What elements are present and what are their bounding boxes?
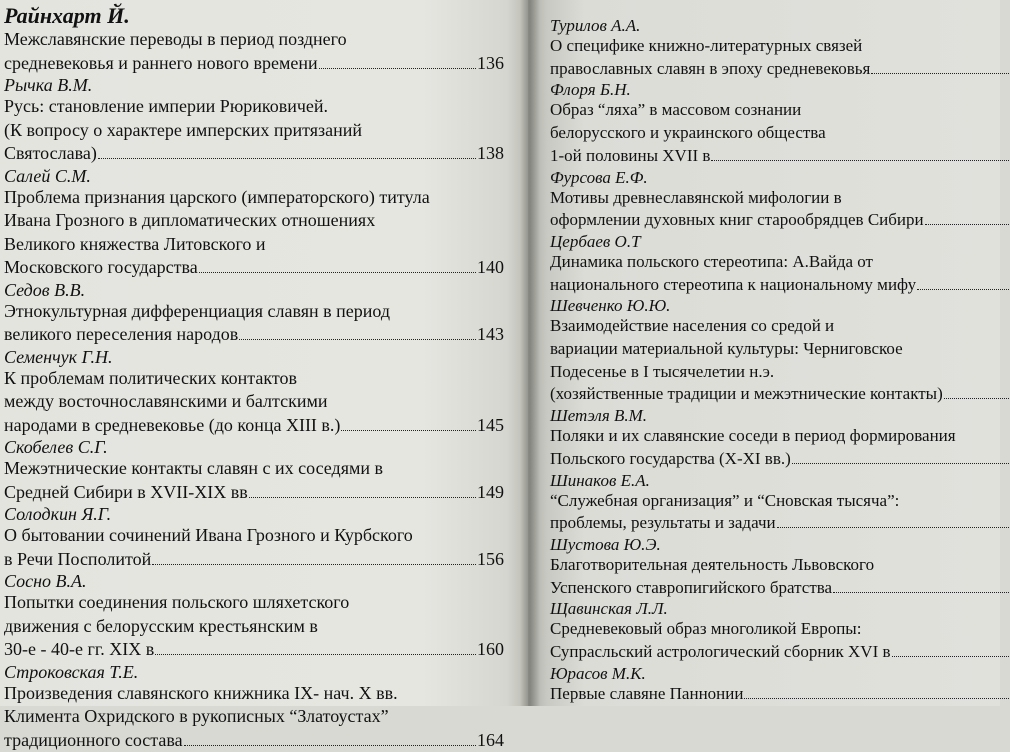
toc-entry-title-line xyxy=(550,425,1010,448)
toc-entry-title-line xyxy=(4,414,504,438)
toc-entry-title-line xyxy=(550,99,1010,122)
toc-entry-author: Щавинская Л.Л. xyxy=(550,599,1010,618)
toc-entry-title-line xyxy=(4,682,504,706)
toc-entry-title-text: Благотворительная деятельность Львовского xyxy=(550,554,874,577)
toc-entry-title-text: Произведения славянского книжника IX- нач. X вв. xyxy=(4,682,398,706)
toc-entry-title-line xyxy=(550,251,1010,274)
toc-entry-author: Фурсова Е.Ф. xyxy=(550,168,1010,187)
toc-entry-author: Флоря Б.Н. xyxy=(550,80,1010,99)
toc-entry-author: Сосно В.А. xyxy=(4,571,504,591)
toc-entry xyxy=(550,16,1010,80)
toc-entry xyxy=(550,406,1010,470)
toc-entry-title-line xyxy=(4,548,504,572)
right-toc-list xyxy=(550,0,1010,705)
toc-entry-author: Скобелев С.Г. xyxy=(4,437,504,457)
toc-entry-author: Шевченко Ю.Ю. xyxy=(550,296,1010,315)
toc-entry xyxy=(550,664,1010,706)
toc-entry-title-line xyxy=(550,683,1010,706)
toc-entry-title-line xyxy=(550,554,1010,577)
toc-entry xyxy=(4,347,504,438)
toc-entry-title-text: Образ “ляха” в массовом сознании xyxy=(550,99,801,122)
toc-leader-dots xyxy=(744,698,1009,699)
toc-entry-title-line xyxy=(4,615,504,639)
toc-entry-title-line xyxy=(550,577,1010,600)
toc-entry-title-text: Великого княжества Литовского и xyxy=(4,233,266,257)
toc-entry-title-text: 30-е - 40-е гг. XIX в xyxy=(4,638,154,662)
toc-entry-title-line xyxy=(4,142,504,166)
toc-entry-title-text: Поляки и их славянские соседи в период формирования xyxy=(550,425,956,448)
toc-entry-title-text: Мотивы древнеславянской мифологии в xyxy=(550,187,842,210)
toc-entry-page-number: 145 xyxy=(477,414,504,438)
toc-leader-dots xyxy=(711,160,1009,161)
toc-entry-title-line xyxy=(550,187,1010,210)
toc-entry xyxy=(4,504,504,571)
toc-entry-title-line xyxy=(4,28,504,52)
toc-entry xyxy=(4,280,504,347)
toc-entry-author: Салей С.М. xyxy=(4,166,504,186)
left-page xyxy=(0,0,528,706)
toc-entry-title-line xyxy=(4,119,504,143)
toc-entry-title-text: “Служебная организация” и “Сновская тысяча”: xyxy=(550,490,899,513)
toc-leader-dots xyxy=(152,564,476,565)
toc-entry-title-line xyxy=(550,448,1010,471)
toc-entry-title-line xyxy=(550,641,1010,664)
toc-entry xyxy=(4,75,504,166)
toc-entry-title-line xyxy=(550,338,1010,361)
toc-entry-title-line xyxy=(550,122,1010,145)
toc-entry xyxy=(4,166,504,280)
toc-leader-dots xyxy=(249,497,476,498)
toc-entry-author: Юрасов М.К. xyxy=(550,664,1010,683)
toc-entry-title-text: О бытовании сочинений Ивана Грозного и Курбского xyxy=(4,524,413,548)
toc-leader-dots xyxy=(199,272,476,273)
toc-entry-title-line xyxy=(550,145,1010,168)
toc-entry-title-line xyxy=(4,209,504,233)
toc-entry-title-text: Святослава) xyxy=(4,142,97,166)
toc-entry-title-text: (хозяйственные традиции и межэтнические контакты) xyxy=(550,383,943,406)
toc-entry-title-text: Польского государства (X-XI вв.) xyxy=(550,448,791,471)
toc-leader-dots xyxy=(871,73,1009,74)
toc-entry-title-text: Русь: становление империи Рюриковичей. xyxy=(4,95,328,119)
toc-entry-title-line xyxy=(550,618,1010,641)
toc-entry xyxy=(550,80,1010,167)
toc-entry-title-text: Климента Охридского в рукописных “Златоустах” xyxy=(4,705,389,729)
toc-entry-title-line xyxy=(4,705,504,729)
toc-entry-title-line xyxy=(4,323,504,347)
toc-leader-dots xyxy=(777,527,1009,528)
toc-entry-title-line xyxy=(4,300,504,324)
toc-entry-title-text: Первые славяне Паннонии xyxy=(550,683,743,706)
toc-entry-title-text: (К вопросу о характере имперских притязаний xyxy=(4,119,362,143)
toc-entry-title-line xyxy=(4,52,504,76)
toc-leader-dots xyxy=(892,656,1009,657)
toc-entry-title-text: Подесенье в I тысячелетии н.э. xyxy=(550,361,774,384)
toc-entry-title-text: Взаимодействие населения со средой и xyxy=(550,315,834,338)
toc-entry-title-line xyxy=(4,729,504,752)
toc-entry-title-line xyxy=(550,274,1010,297)
toc-entry-title-text: белорусского и украинского общества xyxy=(550,122,826,145)
toc-entry-title-line xyxy=(550,383,1010,406)
toc-entry-title-text: Московского государства xyxy=(4,256,198,280)
toc-entry-title-line xyxy=(550,361,1010,384)
toc-leader-dots xyxy=(944,398,1009,399)
right-page xyxy=(528,0,1000,706)
toc-entry-title-line xyxy=(550,209,1010,232)
toc-entry-title-line xyxy=(4,95,504,119)
toc-entry-author: Шетэля В.М. xyxy=(550,406,1010,425)
toc-entry-title-text: вариации материальной культуры: Черниговское xyxy=(550,338,903,361)
toc-entry-title-line xyxy=(4,638,504,662)
toc-entry-author: Цербаев О.Т xyxy=(550,232,1010,251)
toc-entry-title-line xyxy=(550,512,1010,535)
toc-entry xyxy=(4,4,504,75)
toc-entry-title-text: Средней Сибири в XVII-XIX вв xyxy=(4,481,248,505)
toc-leader-dots xyxy=(792,463,1009,464)
toc-entry-author: Шустова Ю.Э. xyxy=(550,535,1010,554)
toc-entry-title-line xyxy=(550,490,1010,513)
toc-entry xyxy=(550,599,1010,663)
toc-leader-dots xyxy=(98,158,476,159)
toc-entry xyxy=(4,571,504,662)
toc-entry-page-number: 143 xyxy=(477,323,504,347)
toc-entry-title-text: в Речи Посполитой xyxy=(4,548,151,572)
toc-entry xyxy=(550,296,1010,406)
toc-leader-dots xyxy=(917,289,1009,290)
toc-entry-title-line xyxy=(550,315,1010,338)
toc-entry xyxy=(4,437,504,504)
toc-entry-title-text: К проблемам политических контактов xyxy=(4,367,297,391)
toc-entry-title-text: О специфике книжно-литературных связей xyxy=(550,35,862,58)
toc-entry xyxy=(4,662,504,752)
toc-entry-title-line xyxy=(550,35,1010,58)
toc-entry xyxy=(550,535,1010,599)
toc-entry-title-text: традиционного состава xyxy=(4,729,183,752)
toc-entry-title-text: Межэтнические контакты славян с их соседями в xyxy=(4,457,383,481)
toc-entry-title-text: средневековья и раннего нового времени xyxy=(4,52,318,76)
toc-entry-title-text: национального стереотипа к национальному мифу xyxy=(550,274,916,297)
toc-entry-title-text: Проблема признания царского (императорского) титула xyxy=(4,186,430,210)
toc-entry-page-number: 138 xyxy=(477,142,504,166)
toc-entry-title-text: Попытки соединения польского шляхетского xyxy=(4,591,349,615)
toc-entry-page-number: 149 xyxy=(477,481,504,505)
toc-entry-title-text: Этнокультурная дифференциация славян в период xyxy=(4,300,390,324)
toc-leader-dots xyxy=(184,745,476,746)
toc-entry-author: Семенчук Г.Н. xyxy=(4,347,504,367)
toc-entry-page-number: 164 xyxy=(477,729,504,752)
toc-entry-title-line xyxy=(4,233,504,257)
toc-entry-title-text: великого переселения народов xyxy=(4,323,238,347)
toc-entry-page-number: 160 xyxy=(477,638,504,662)
toc-entry-title-text: Супрасльский астрологический сборник XVI в xyxy=(550,641,891,664)
toc-leader-dots xyxy=(239,339,476,340)
toc-entry-title-text: православных славян в эпоху средневековья xyxy=(550,58,870,81)
toc-leader-dots xyxy=(155,654,476,655)
toc-entry-title-text: оформлении духовных книг старообрядцев Сибири xyxy=(550,209,924,232)
toc-entry-title-line xyxy=(4,367,504,391)
toc-entry-author: Турилов А.А. xyxy=(550,16,1010,35)
toc-entry-title-line xyxy=(4,457,504,481)
toc-entry-title-line xyxy=(4,390,504,414)
toc-entry xyxy=(550,232,1010,296)
toc-leader-dots xyxy=(341,430,476,431)
toc-entry-author: Райнхарт Й. xyxy=(4,4,504,28)
toc-entry-title-text: Ивана Грозного в дипломатических отношениях xyxy=(4,209,375,233)
toc-leader-dots xyxy=(925,224,1009,225)
toc-entry-title-text: народами в средневековье (до конца XIII в.) xyxy=(4,414,340,438)
toc-entry-title-text: между восточнославянскими и балтскими xyxy=(4,390,328,414)
toc-entry-author: Седов В.В. xyxy=(4,280,504,300)
toc-entry-author: Шинаков Е.А. xyxy=(550,471,1010,490)
toc-entry-page-number: 140 xyxy=(477,256,504,280)
toc-entry-page-number: 136 xyxy=(477,52,504,76)
toc-entry-title-text: Динамика польского стереотипа: А.Вайда от xyxy=(550,251,873,274)
toc-entry xyxy=(550,168,1010,232)
toc-entry-title-text: движения с белорусским крестьянским в xyxy=(4,615,318,639)
toc-entry-author: Солодкин Я.Г. xyxy=(4,504,504,524)
toc-entry-title-text: 1-ой половины XVII в xyxy=(550,145,710,168)
toc-entry-title-text: Межславянские переводы в период позднего xyxy=(4,28,347,52)
toc-entry-title-text: проблемы, результаты и задачи xyxy=(550,512,776,535)
toc-entry-title-line xyxy=(4,481,504,505)
toc-entry-page-number: 156 xyxy=(477,548,504,572)
toc-entry-author: Рычка В.М. xyxy=(4,75,504,95)
toc-entry-title-line xyxy=(4,524,504,548)
toc-leader-dots xyxy=(319,68,476,69)
toc-entry-title-line xyxy=(4,186,504,210)
toc-leader-dots xyxy=(833,592,1009,593)
toc-entry xyxy=(550,471,1010,535)
left-toc-list xyxy=(4,0,504,752)
toc-entry-title-line xyxy=(4,591,504,615)
toc-entry-title-text: Успенского ставропигийского братства xyxy=(550,577,832,600)
toc-entry-author: Строковская Т.Е. xyxy=(4,662,504,682)
toc-entry-title-text: Средневековый образ многоликой Европы: xyxy=(550,618,861,641)
toc-entry-title-line xyxy=(550,58,1010,81)
toc-entry-title-line xyxy=(4,256,504,280)
